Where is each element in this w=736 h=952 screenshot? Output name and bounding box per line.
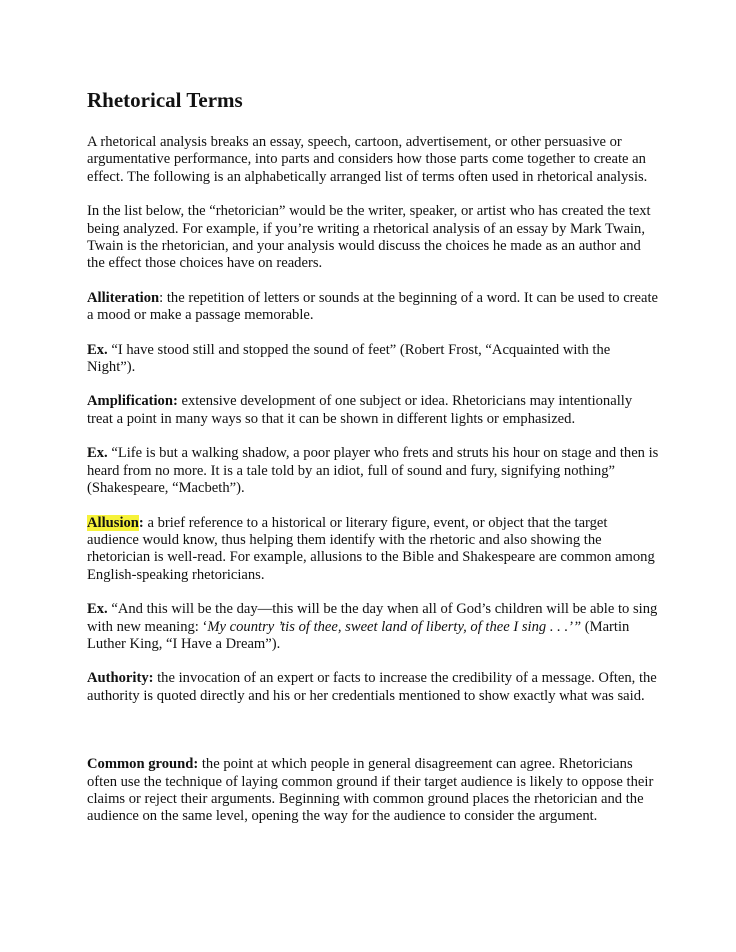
- example-label: Ex.: [87, 601, 108, 618]
- example-text: “And this will be the day—this will be the day when all of God’s children will be able to sing with new meaning: ‘: [87, 601, 658, 635]
- term-name: Common ground:: [87, 756, 199, 773]
- term-authority: [87, 670, 659, 705]
- term-name: Amplification:: [87, 393, 178, 410]
- example-italic-quote: My country ’tis of thee, sweet land of liberty, of thee I sing . . .’”: [207, 618, 582, 635]
- term-definition: the invocation of an expert or facts to increase the credibility of a message. Often, the authority is quoted directly and his or her credentials mentioned to show exactly what was said.: [87, 670, 657, 704]
- intro-paragraph-1: A rhetorical analysis breaks an essay, speech, cartoon, advertisement, or other persuasive or argumentative performance, into parts and considers how those parts come together to create an effect. The following is an alphabetically arranged list of terms often used in rhetorical analysis.: [87, 134, 648, 185]
- term-name: Authority:: [87, 670, 154, 687]
- term-amplification: [87, 393, 659, 428]
- example-label: Ex.: [87, 341, 108, 358]
- intro-paragraph-2: In the list below, the “rhetorician” would be the writer, speaker, or artist who has created the text being analyzed. For example, if you’re writing a rhetorical analysis of an essay by Mark Twain, Twain is the rhetorician, and your analysis would discuss the choices he made as an author and the effect those choices have on readers.: [87, 203, 651, 272]
- example-citation: (Martin Luther King, “I Have a Dream”).: [87, 618, 630, 652]
- term-common-ground: [87, 756, 659, 826]
- example-text: “I have stood still and stopped the sound of feet” (Robert Frost, “Acquainted with the Night”).: [87, 341, 611, 376]
- document-body: [87, 86, 659, 843]
- term-definition: a brief reference to a historical or literary figure, event, or object that the target audience would know, thus helping them identify with the rhetoric and also showing the rhetorician is well-read. For example, allusions to the Bible and Shakespeare are common among English-speaking rhetoricians.: [87, 514, 655, 583]
- term-allusion: [87, 515, 659, 585]
- example-allusion: [87, 601, 659, 653]
- term-definition: : the repetition of letters or sounds at the beginning of a word. It can be used to create a mood or make a passage memorable.: [87, 289, 659, 324]
- example-text: “Life is but a walking shadow, a poor player who frets and struts his hour on stage and then is heard from no more. It is a tale told by an idiot, full of sound and fury, signifying nothing” (Shakespeare, “Macbeth”).: [87, 445, 659, 497]
- term-alliteration: [87, 290, 659, 325]
- example-label: Ex.: [87, 445, 108, 462]
- term-definition: extensive development of one subject or idea. Rhetoricians may intentionally treat a point in many ways so that it can be shown in different lights or emphasized.: [87, 393, 633, 427]
- term-definition: the point at which people in general disagreement can agree. Rhetoricians often use the technique of laying common ground if their target audience is likely to oppose their claims or reject their arguments. Beginning with common ground places the rhetorician and the audience on the same level, opening the way for the audience to consider the argument.: [87, 756, 654, 825]
- page-title: Rhetorical Terms: [87, 88, 243, 112]
- example-amplification: [87, 445, 659, 497]
- term-colon: :: [138, 514, 144, 531]
- term-name: Alliteration: [87, 289, 160, 306]
- example-alliteration: [87, 342, 659, 377]
- highlighted-term-name: Allusion: [87, 514, 139, 531]
